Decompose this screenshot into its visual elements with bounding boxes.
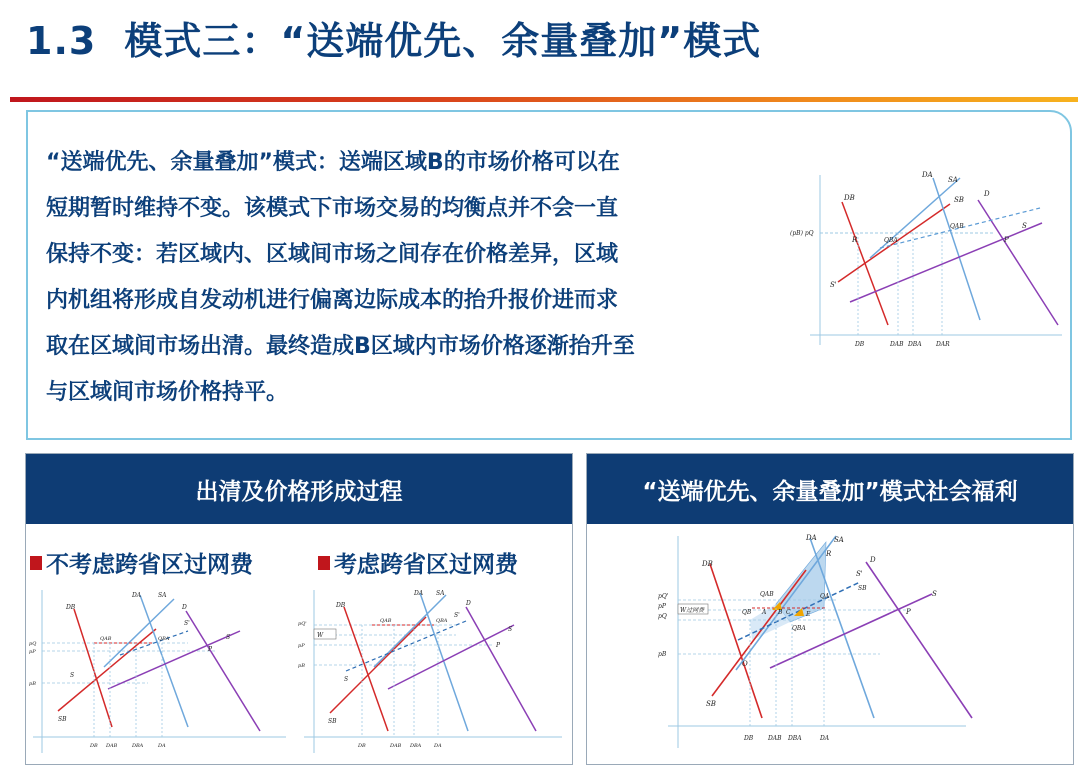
demand-curve-DA xyxy=(140,595,188,727)
label-DA: DA xyxy=(806,534,817,542)
label-pB: pB xyxy=(29,681,36,687)
tick-DBA: DBA xyxy=(132,743,144,749)
label-DA: DA xyxy=(922,171,933,179)
panel-header: 出清及价格形成过程 xyxy=(26,454,572,524)
label-SB: SB xyxy=(328,718,337,725)
label-DB: DB xyxy=(66,604,76,611)
tick-DAB: DAB xyxy=(390,743,402,749)
label-R: R xyxy=(826,550,832,558)
label-SA: SA xyxy=(158,592,167,599)
label-S-prime: S' xyxy=(454,612,460,619)
tick-DAB: DAB xyxy=(768,735,782,742)
label-P: P xyxy=(1004,236,1009,244)
page-title xyxy=(26,6,761,76)
label-QBA: QBA xyxy=(884,237,898,244)
label-P: P xyxy=(208,646,213,653)
tick-DB: DB xyxy=(90,743,98,749)
description-line: 保持不变：若区域内、区域间市场之间存在价格差异，区域 xyxy=(46,242,619,267)
label-O: O xyxy=(742,660,748,668)
label-R: R xyxy=(852,236,858,244)
label-QAB: QAB xyxy=(760,591,774,598)
description-line: “送端优先、余量叠加”模式：送端区域B的市场价格可以在 xyxy=(46,150,620,175)
tick-DB: DB xyxy=(855,341,865,348)
demand-curve-D xyxy=(866,562,972,718)
label-QB: QB xyxy=(742,609,752,616)
tick-DA: DA xyxy=(434,743,442,749)
tick-DB: DB xyxy=(358,743,366,749)
diagram-no-network-fee xyxy=(28,585,290,757)
label-D: D xyxy=(870,556,876,564)
label-S-prime: S' xyxy=(830,281,837,289)
label-SA: SA xyxy=(436,590,445,597)
label-text: 考虑跨省区过网费 xyxy=(334,552,518,578)
bullet-square-icon xyxy=(318,556,330,570)
label-QBA: QBA xyxy=(158,636,170,642)
demand-curve-DB xyxy=(344,607,388,731)
supply-curve-S xyxy=(108,631,240,689)
label-DA: DA xyxy=(414,590,424,597)
tick-DAB: DAB xyxy=(106,743,118,749)
diagram-with-network-fee xyxy=(296,585,566,757)
label-pQ: pQ xyxy=(29,641,37,647)
label-A: A xyxy=(762,609,767,616)
bullet-square-icon xyxy=(30,556,42,570)
label-SA: SA xyxy=(834,536,844,544)
tick-DA: DA xyxy=(158,743,166,749)
social-welfare-diagram xyxy=(640,528,970,758)
label-pB: pB xyxy=(658,651,667,658)
description-line: 与区域间市场价格持平。 xyxy=(46,380,289,405)
label-QA: QA xyxy=(820,593,830,600)
demand-curve-DB xyxy=(74,609,112,727)
market-equilibrium-diagram xyxy=(790,160,1070,360)
supply-curve-SA xyxy=(104,599,174,667)
supply-curve-S xyxy=(850,223,1042,302)
label-SB: SB xyxy=(706,700,716,708)
label-D: D xyxy=(466,600,471,607)
label-SB: SB xyxy=(954,196,964,204)
label-DB: DB xyxy=(702,560,713,568)
label-W: W过网费 xyxy=(680,607,705,614)
label-E: E xyxy=(806,611,811,618)
label-W: W xyxy=(317,632,324,639)
label-with-network-fee xyxy=(318,546,518,579)
label-QAB: QAB xyxy=(100,636,112,642)
demand-curve-DA xyxy=(420,593,468,731)
label-pQp: pQ' xyxy=(658,593,669,600)
panel-header: “送端优先、余量叠加”模式社会福利 xyxy=(587,454,1073,524)
label-pB: pB xyxy=(298,663,305,669)
description-line: 短期暂时维持不变。该模式下市场交易的均衡点并不会一直 xyxy=(46,196,619,221)
demand-curve-DB xyxy=(710,564,762,718)
label-SB-top: SB xyxy=(858,585,867,592)
label-B: B xyxy=(778,609,783,616)
label-QAB: QAB xyxy=(380,618,392,624)
label-DB: DB xyxy=(844,194,855,202)
label-S: S xyxy=(508,626,513,633)
section-title: 模式三：“送端优先、余量叠加”模式 xyxy=(124,19,762,63)
description-line: 内机组将形成自发动机进行偏离边际成本的抬升报价进而求 xyxy=(46,288,619,313)
label-P: P xyxy=(496,642,501,649)
label-SA: SA xyxy=(948,176,958,184)
title-underline xyxy=(10,97,1078,102)
label-S: S xyxy=(932,590,937,598)
section-number: 1.3 xyxy=(26,19,97,63)
demand-curve-DA xyxy=(810,538,874,718)
demand-curve-D xyxy=(466,607,536,731)
label-QBA: QBA xyxy=(436,618,448,624)
label-pP: pP xyxy=(658,603,666,610)
label-S: S xyxy=(226,634,231,641)
label-no-network-fee xyxy=(30,546,253,579)
demand-curve-D xyxy=(978,200,1058,325)
label-pQ: pQ xyxy=(658,613,667,620)
label-pB: (pB) pQ xyxy=(790,230,814,237)
label-QAB: QAB xyxy=(950,223,964,230)
description-line: 取在区域间市场出清。最终造成B区域内市场价格逐渐抬升至 xyxy=(46,334,635,359)
label-SB: SB xyxy=(58,716,67,723)
label-S-mid: S xyxy=(70,672,75,679)
label-QBA: QBA xyxy=(792,625,806,632)
label-pQ2: pQ' xyxy=(298,621,307,627)
label-S: S xyxy=(1022,222,1027,230)
label-S-mid: S xyxy=(344,676,349,683)
label-S-prime: S' xyxy=(184,620,190,627)
tick-DBA: DBA xyxy=(410,743,422,749)
demand-curve-D xyxy=(186,611,260,731)
label-text: 不考虑跨省区过网费 xyxy=(46,552,253,578)
tick-DAB: DAB xyxy=(890,341,904,348)
label-pP: pP xyxy=(29,649,36,655)
label-C: C xyxy=(786,609,791,616)
supply-curve-SA xyxy=(374,595,446,667)
tick-DB: DB xyxy=(744,735,754,742)
label-pP: pP xyxy=(298,643,305,649)
label-D: D xyxy=(984,190,990,198)
tick-DBA: DBA xyxy=(788,735,802,742)
tick-DAR: DAR xyxy=(936,341,950,348)
label-DA: DA xyxy=(132,592,142,599)
label-D: D xyxy=(182,604,187,611)
tick-DBA: DBA xyxy=(908,341,922,348)
label-S-prime: S' xyxy=(856,570,863,578)
tick-DA: DA xyxy=(820,735,830,742)
label-DB: DB xyxy=(336,602,346,609)
label-P: P xyxy=(906,608,911,616)
description-text xyxy=(46,140,776,416)
